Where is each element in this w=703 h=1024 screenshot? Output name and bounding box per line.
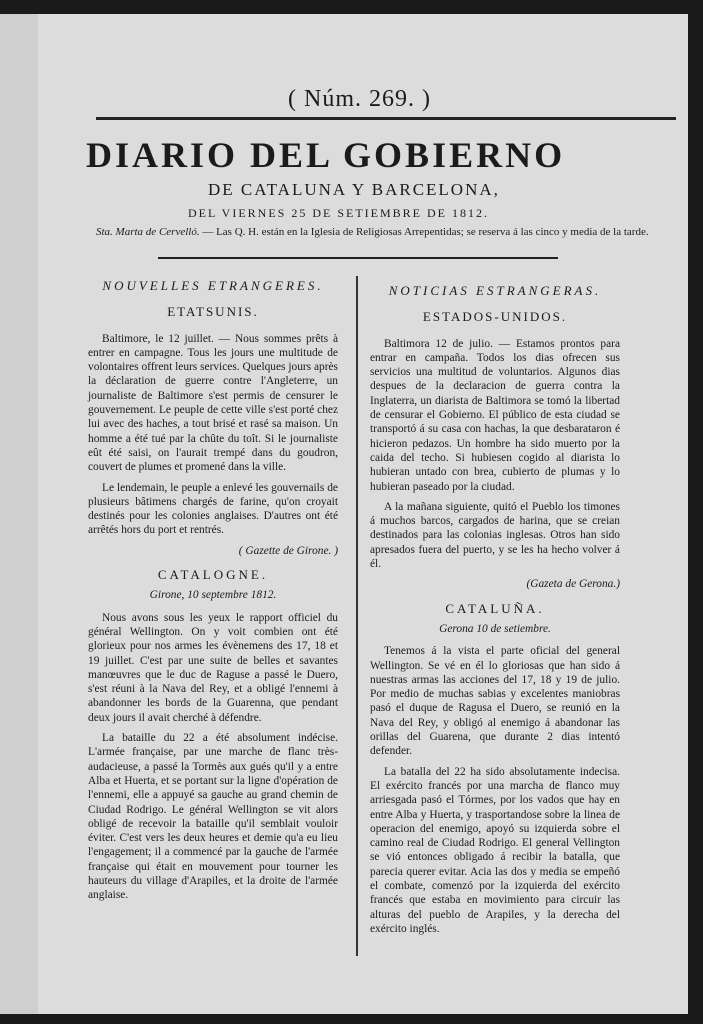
newspaper-page <box>38 14 688 1014</box>
issue-date: DEL VIERNES 25 DE SETIEMBRE DE 1812. <box>188 206 489 220</box>
spanish-column <box>370 284 620 942</box>
facing-page-edge <box>0 14 39 1014</box>
french-column <box>88 279 338 909</box>
french-dateline: Girone, 10 septembre 1812. <box>149 589 277 602</box>
notice-text: — Las Q. H. están en la Iglesia de Religiosas Arrepentidas; se reserva á las cinco y media de la tarde. <box>199 226 649 238</box>
french-section-title: NOUVELLES ETRANGERES. <box>102 278 324 293</box>
spanish-article-paragraph: Baltimora 12 de julio. — Estamos prontos para entrar en campaña. Todos los dias ofrecen sus servicios una multitud de voluntarios. Algunos dias despues de la declaracion de guerra contra la Inglaterra, un diarista de Baltimora se tomó la libertad de censurar el Gobierno. El público de esta ciudad se transportó á su casa con hachas, la que desbarataron é hicieron pedazos. Un hombre ha sido muerto por la caida del techo. Si hubiesen cogido al diarista lo hubieran untado con brea, cubierto de plumas y lo hubieran paseado por la ciudad. <box>370 337 620 493</box>
spanish-article-paragraph: Tenemos á la vista el parte oficial del general Wellington. Se vé en él lo gloriosas que han sido á nuestras armas las acciones del 17, 18 y 19 de julio. Por medio de muchas sabias y excelentes maniobras pasó el duque de Ragusa el Duero, se reunió en la Nava del Rey, y obligó al enemigo á abandonar las orillas del Guarena, que durante 2 dias intentó defender. <box>370 645 620 758</box>
french-article-paragraph: Le lendemain, le peuple a enlevé les gouvernails de plusieurs bâtimens chargés de farine, qu'on croyait destinés pour les colonies anglaises. D'autres ont été arrêtés hors du port et rentrés. <box>88 481 338 537</box>
french-article-paragraph: Nous avons sous les yeux le rapport officiel du général Wellington. On y voit combien ont été glorieux pour nos armes les évènemens des 17, 18 et 19 juillet. C'est par une suite de belles et savantes manœuvres que le duc de Raguse a passé le Duero, s'est réuni à la Nava del Rey, et a obligé l'ennemi à abandonner les bords de la Guarenna, que pendant deux jours il avait cherché à défendre. <box>88 611 338 724</box>
spanish-dateline: Gerona 10 de setiembre. <box>439 622 551 635</box>
french-region-heading: CATALOGNE. <box>157 567 269 583</box>
spanish-section-title: NOTICIAS ESTRANGERAS. <box>388 283 602 298</box>
saint-notice <box>96 225 676 239</box>
spanish-source: (Gazeta de Gerona.) <box>526 578 620 591</box>
french-article-paragraph: Baltimore, le 12 juillet. — Nous sommes prêts à entrer en campagne. Tous les jours une multitude de volontaires offrent leurs services. Quelques jours après la déclaration de guerre contre l'Angleterre, un journaliste de Baltimore s'est permis de censurer le gouvernement. Le peuple de cette ville s'est porté chez lui avec des haches, a tout brisé et rasé sa maison. Un homme a été tué par la chûte du toît. Si le journaliste eût été saisi, on l'aurait trempé dans du goudron, couvert de plumes et promené dans la ville. <box>88 332 338 474</box>
newspaper-subtitle: DE CATALUNA Y BARCELONA, <box>208 180 500 199</box>
column-divider <box>356 276 358 956</box>
spanish-region-heading: CATALUÑA. <box>445 600 545 616</box>
saint-name: Sta. Marta de Cervelló. <box>96 226 200 238</box>
french-source: ( Gazette de Girone. ) <box>238 544 338 557</box>
french-country-heading: ETATSUNIS. <box>167 304 259 320</box>
issue-number: ( Núm. 269. ) <box>288 86 431 112</box>
spanish-article-paragraph: A la mañana siguiente, quitó el Pueblo los timones á muchos barcos, cargados de harina, que se creian destinados para las colonias inglesas. Otros han sido apresados fuera del puerto, y se les ha hecho volver á él. <box>370 500 620 571</box>
french-article-paragraph: La bataille du 22 a été absolument indécise. L'armée française, par une marche de flanc très-audacieuse, a passé la Tormès aux gués qu'il y a entre Alba et Huerta, et se portant sur la ligne d'opération de l'ennemi, elle a appuyé sa gauche au grand chemin de Ciudad Rodrigo. Le général Wellington se vit alors obligé de recevoir la bataille qu'il semblait vouloir éviter. C'est vers les deux heures et demie qu'a eu lieu l'engagement; il a commencé par la gauche de l'armée française qui était en mouvement pour tourner les hauteurs du village d'Arapiles, et la droite de l'armée anglaise. <box>88 732 338 902</box>
spanish-country-heading: ESTADOS-UNIDOS. <box>422 309 568 325</box>
header-rule-bottom <box>158 257 558 259</box>
newspaper-title: DIARIO DEL GOBIERNO <box>86 135 566 175</box>
header-rule-top <box>96 117 676 120</box>
spanish-article-paragraph: La batalla del 22 ha sido absolutamente indecisa. El exército francés por una marcha de flanco muy arriesgada pasó el Tórmes, por los vados que hay en entre Alba y Huerta, y trasportandose sobre la linea de operacion del enemigo, apoyó su izquierda sobre el camino real de Ciudad Rodrigo. El general Vellington se vió entonces obligado á recibir la batalla, que parecia querer evitar. Acia las dos y media se empeñó el combate, comenzó por la izquierda del exército francés que estaba en movimiento para circuir las alturas del pueblo de Arapiles, y la derecha del exército inglés. <box>370 765 620 935</box>
